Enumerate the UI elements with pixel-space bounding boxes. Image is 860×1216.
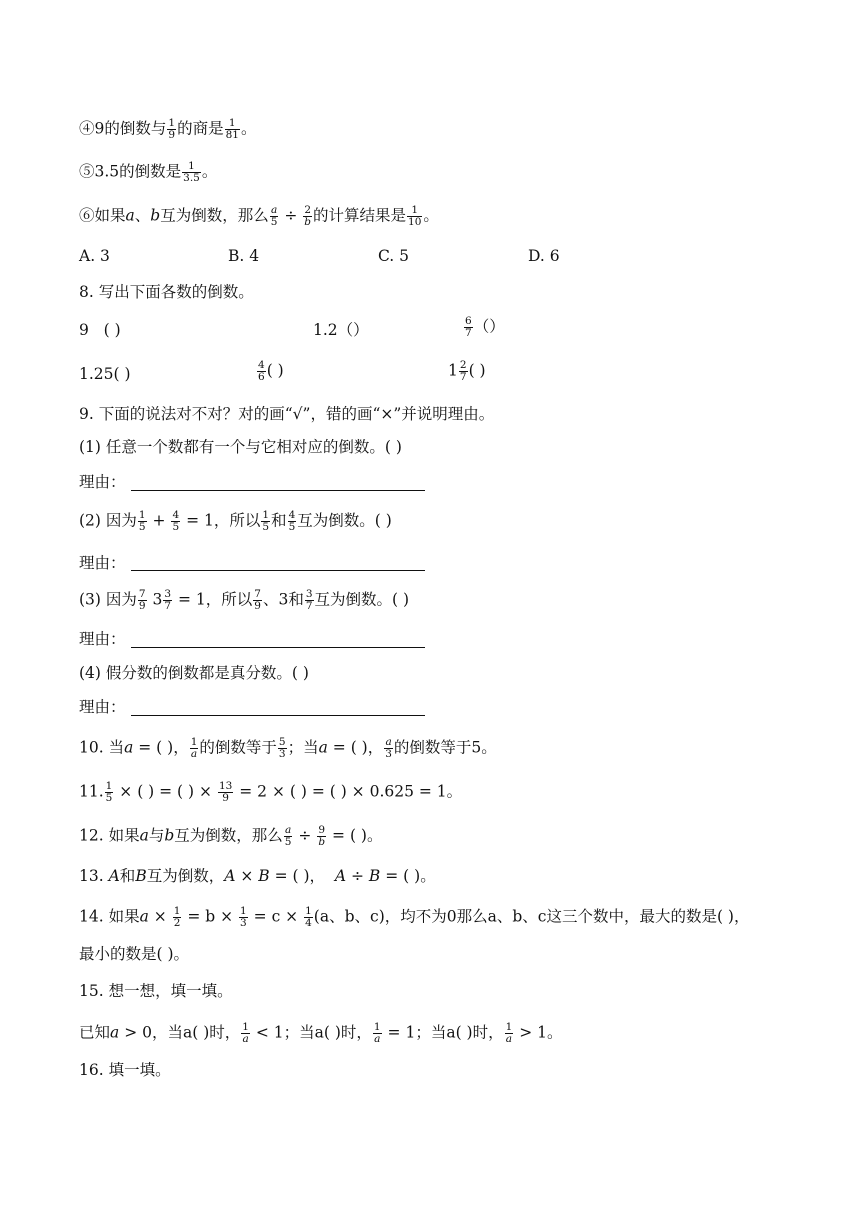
reason-line[interactable] xyxy=(131,715,425,716)
fraction: $\frac{a}{5}$ xyxy=(270,204,278,228)
choice-b: B. 4 xyxy=(228,247,260,265)
fraction: $\frac{a}{5}$ xyxy=(284,824,292,848)
choice-d: D. 6 xyxy=(528,247,560,265)
fraction: $\frac{1}{5}$ xyxy=(105,780,113,804)
fraction: $\frac{6}{7}$ xyxy=(465,315,472,339)
q11: 11. $\frac{1}{5}$ × ( ) = ( ) × $\frac{13}{9}$ = 2 × ( ) = ( ) × 0.625 = 1。 xyxy=(79,780,463,804)
reason-label: 理由： xyxy=(79,698,126,716)
q8-item-1-2: 1.2（） xyxy=(313,321,369,339)
fraction: $\frac{1}{81}$ xyxy=(225,117,239,141)
fraction: $\frac{1}{a}$ xyxy=(505,1021,513,1045)
q15-body: 已知a > 0，当a( )时， $\frac{1}{a}$ < 1；当a( )时， $\frac{1}{a}$ = 1；当a( )时， $\frac{1}{a}$ > 1。 xyxy=(79,1021,563,1045)
fraction: $\frac{1}{2}$ xyxy=(173,905,181,929)
fraction: $\frac{2}{b}$ xyxy=(304,204,312,228)
fraction: $\frac{3}{7}$ xyxy=(305,588,313,612)
q8-item-1-2-7: 1 $\frac{2}{7}$ ( ) xyxy=(448,359,486,383)
fraction: $\frac{1}{3}$ xyxy=(240,905,247,929)
fraction: $\frac{4}{5}$ xyxy=(172,509,180,533)
fraction: $\frac{7}{9}$ xyxy=(138,588,146,612)
fraction: $\frac{7}{9}$ xyxy=(254,588,261,612)
fraction: $\frac{3}{7}$ xyxy=(164,588,172,612)
fraction: $\frac{5}{3}$ xyxy=(278,736,286,760)
statement-4: ④9的倒数与 $\frac{1}{9}$ 的商是 $\frac{1}{81}$ 。 xyxy=(79,117,257,141)
q9-title: 9. 下面的说法对不对？对的画“√”，错的画“×”并说明理由。 xyxy=(79,405,495,423)
statement-6: ⑥如果a、b互为倒数，那么 $\frac{a}{5}$ ÷ $\frac{2}{b}$ 的计算结果是 $\frac{1}{10}$ 。 xyxy=(79,204,439,228)
fraction: $\frac{1}{9}$ xyxy=(168,117,176,141)
q9-item-4: (4) 假分数的倒数都是真分数。( ) xyxy=(79,664,309,682)
reason-label: 理由： xyxy=(79,554,126,572)
q8-title: 8. 写出下面各数的倒数。 xyxy=(79,283,254,301)
reason-label: 理由： xyxy=(79,473,126,491)
q9-item-2: (2) 因为 $\frac{1}{5}$ + $\frac{4}{5}$ = 1，所以 $\frac{1}{5}$ 和 $\frac{4}{5}$ 互为倒数。( ) xyxy=(79,509,392,533)
fraction: $\frac{9}{b}$ xyxy=(318,824,326,848)
statement-5: ⑤3.5的倒数是 $\frac{1}{3.5}$ 。 xyxy=(79,160,218,184)
answer-blank[interactable]: ( ) xyxy=(113,365,131,383)
fraction: $\frac{1}{3.5}$ xyxy=(183,160,200,184)
fraction: $\frac{1}{10}$ xyxy=(408,204,422,228)
fraction: $\frac{a}{3}$ xyxy=(385,736,392,760)
q8-item-6-7 xyxy=(463,316,505,339)
answer-blank[interactable]: ( ) xyxy=(468,361,486,380)
fraction: $\frac{4}{5}$ xyxy=(288,509,296,533)
q16-title: 16. 填一填。 xyxy=(79,1061,171,1079)
q8-item-9: 9 ( ) xyxy=(79,321,121,339)
q14-line2: 最小的数是( )。 xyxy=(79,945,190,963)
reason-line[interactable] xyxy=(131,647,425,648)
reason-line[interactable] xyxy=(131,570,425,571)
answer-blank[interactable]: （） xyxy=(473,317,505,336)
fraction: $\frac{2}{7}$ xyxy=(459,359,467,383)
fraction: $\frac{1}{4}$ xyxy=(305,905,312,929)
fraction: $\frac{4}{6}$ xyxy=(258,359,265,383)
q8-item-4-6 xyxy=(256,360,284,383)
q8-item-1-25: 1.25( ) xyxy=(79,365,131,383)
fraction: $\frac{1}{a}$ xyxy=(190,736,198,760)
q13: 13. A和B互为倒数，A × B = ( )， A ÷ B = ( )。 xyxy=(79,867,436,885)
reason-label: 理由： xyxy=(79,630,126,648)
choice-a: A. 3 xyxy=(79,247,110,265)
q12: 12. 如果a与b互为倒数，那么 $\frac{a}{5}$ ÷ $\frac{9}{b}$ = ( )。 xyxy=(79,824,383,848)
reason-line[interactable] xyxy=(131,490,425,491)
fraction: $\frac{13}{9}$ xyxy=(218,780,233,804)
fraction: $\frac{1}{a}$ xyxy=(373,1021,381,1045)
q15-title: 15. 想一想，填一填。 xyxy=(79,982,233,1000)
fraction: $\frac{1}{a}$ xyxy=(242,1021,249,1045)
choice-c: C. 5 xyxy=(378,247,410,265)
answer-blank[interactable]: ( ) xyxy=(266,361,284,380)
q9-item-3: (3) 因为 $\frac{7}{9}$ 3 $\frac{3}{7}$ = 1，所以 $\frac{7}{9}$ 、3和 $\frac{3}{7}$ 互为倒数。( ) xyxy=(79,588,410,612)
q10: 10. 当a = ( )， $\frac{1}{a}$ 的倒数等于 $\frac{5}{3}$ ；当a = ( )， $\frac{a}{3}$ 的倒数等于5。 xyxy=(79,736,497,760)
fraction: $\frac{1}{5}$ xyxy=(262,509,270,533)
fraction: $\frac{1}{5}$ xyxy=(138,509,146,533)
answer-blank[interactable]: （） xyxy=(337,321,369,339)
q9-item-1: (1) 任意一个数都有一个与它相对应的倒数。( ) xyxy=(79,438,402,456)
answer-blank[interactable]: ( ) xyxy=(103,321,121,339)
q14: 14. 如果a × $\frac{1}{2}$ = b × $\frac{1}{3}$ = c × $\frac{1}{4}$ (a、b、c)，均不为0那么a、b、c这三个数中，最大的数是( )， xyxy=(79,905,750,929)
